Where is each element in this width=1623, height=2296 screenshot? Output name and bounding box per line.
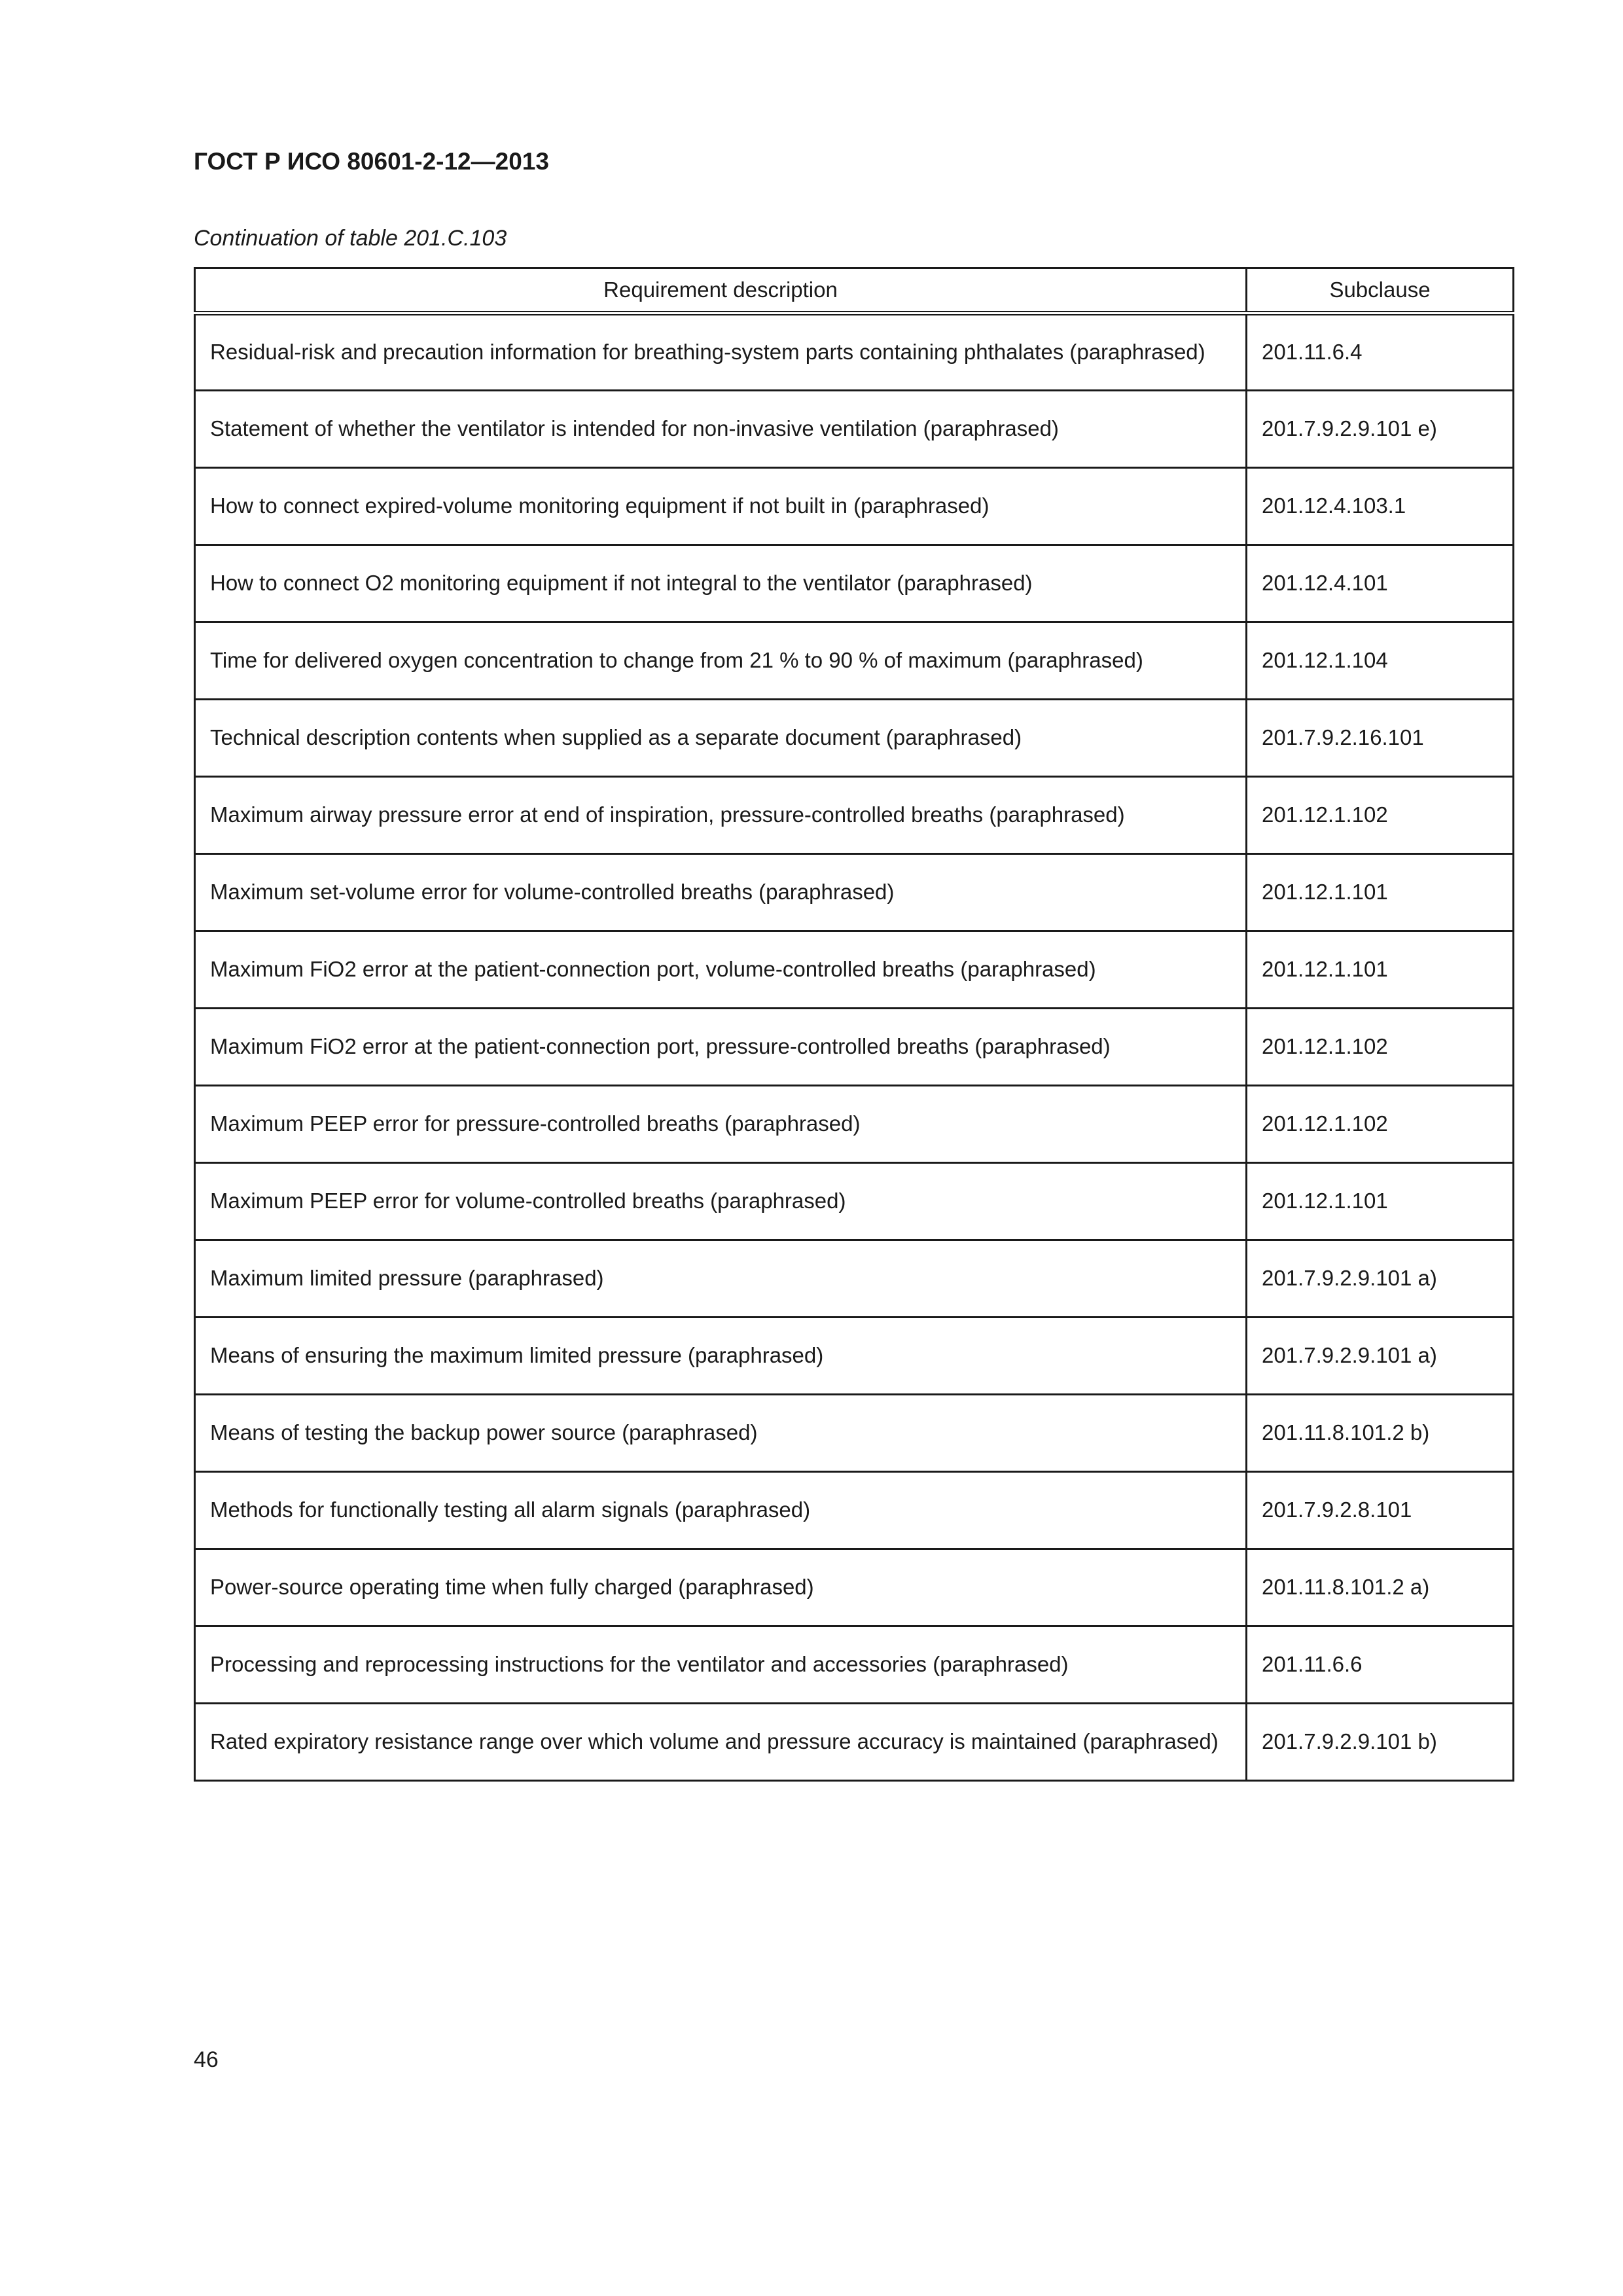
subclause-reference: 201.11.8.101.2 b) bbox=[1247, 1395, 1514, 1472]
subclause-reference: 201.7.9.2.8.101 bbox=[1247, 1472, 1514, 1549]
table-row bbox=[195, 622, 1514, 700]
table-row bbox=[195, 391, 1514, 468]
requirement-description: How to connect O2 monitoring equipment if not integral to the ventilator (paraphrased) bbox=[195, 545, 1247, 622]
table-row bbox=[195, 1240, 1514, 1318]
table-row bbox=[195, 314, 1514, 391]
requirement-description: Maximum set-volume error for volume-controlled breaths (paraphrased) bbox=[195, 854, 1247, 931]
table-row bbox=[195, 1395, 1514, 1472]
subclause-reference: 201.11.6.4 bbox=[1247, 314, 1514, 391]
table-row bbox=[195, 1472, 1514, 1549]
requirement-description: Means of ensuring the maximum limited pressure (paraphrased) bbox=[195, 1318, 1247, 1395]
table-header-row bbox=[195, 268, 1514, 314]
subclause-reference: 201.12.1.101 bbox=[1247, 854, 1514, 931]
requirement-description: Means of testing the backup power source (paraphrased) bbox=[195, 1395, 1247, 1472]
requirement-description: Maximum limited pressure (paraphrased) bbox=[195, 1240, 1247, 1318]
subclause-reference: 201.7.9.2.9.101 a) bbox=[1247, 1318, 1514, 1395]
subclause-reference: 201.12.1.101 bbox=[1247, 931, 1514, 1009]
table-row bbox=[195, 1318, 1514, 1395]
table-body bbox=[195, 314, 1514, 1781]
requirement-description: Processing and reprocessing instructions for the ventilator and accessories (paraphrased) bbox=[195, 1626, 1247, 1704]
requirement-description: Methods for functionally testing all alarm signals (paraphrased) bbox=[195, 1472, 1247, 1549]
table-row bbox=[195, 1163, 1514, 1240]
subclause-reference: 201.7.9.2.9.101 b) bbox=[1247, 1704, 1514, 1781]
requirements-table bbox=[194, 267, 1514, 1782]
subclause-reference: 201.12.1.102 bbox=[1247, 777, 1514, 854]
subclause-reference: 201.7.9.2.16.101 bbox=[1247, 700, 1514, 777]
requirement-description: Technical description contents when supplied as a separate document (paraphrased) bbox=[195, 700, 1247, 777]
requirement-description: Rated expiratory resistance range over which volume and pressure accuracy is maintained (paraphrased) bbox=[195, 1704, 1247, 1781]
table-row bbox=[195, 931, 1514, 1009]
table-row bbox=[195, 1704, 1514, 1781]
requirement-description: Maximum FiO2 error at the patient-connection port, volume-controlled breaths (paraphrased) bbox=[195, 931, 1247, 1009]
requirement-description: Time for delivered oxygen concentration to change from 21 % to 90 % of maximum (paraphrased) bbox=[195, 622, 1247, 700]
requirement-description: Statement of whether the ventilator is intended for non-invasive ventilation (paraphrased) bbox=[195, 391, 1247, 468]
page-number: 46 bbox=[194, 2047, 219, 2072]
table-row bbox=[195, 468, 1514, 545]
subclause-reference: 201.12.1.101 bbox=[1247, 1163, 1514, 1240]
table-row bbox=[195, 545, 1514, 622]
requirement-description: Maximum PEEP error for pressure-controlled breaths (paraphrased) bbox=[195, 1086, 1247, 1163]
requirement-description: Residual-risk and precaution information for breathing-system parts containing phthalates (paraphrased) bbox=[195, 314, 1247, 391]
table-row bbox=[195, 777, 1514, 854]
document-header: ГОСТ Р ИСО 80601-2-12—2013 bbox=[194, 148, 549, 175]
subclause-reference: 201.12.1.104 bbox=[1247, 622, 1514, 700]
requirement-description: Maximum PEEP error for volume-controlled breaths (paraphrased) bbox=[195, 1163, 1247, 1240]
table-row bbox=[195, 700, 1514, 777]
subclause-reference: 201.12.1.102 bbox=[1247, 1009, 1514, 1086]
requirement-description: Power-source operating time when fully charged (paraphrased) bbox=[195, 1549, 1247, 1626]
subclause-reference: 201.12.1.102 bbox=[1247, 1086, 1514, 1163]
table-row bbox=[195, 1549, 1514, 1626]
table-row bbox=[195, 854, 1514, 931]
subclause-reference: 201.11.8.101.2 a) bbox=[1247, 1549, 1514, 1626]
table-caption: Continuation of table 201.C.103 bbox=[194, 226, 507, 251]
requirement-description: How to connect expired-volume monitoring equipment if not built in (paraphrased) bbox=[195, 468, 1247, 545]
table-row bbox=[195, 1086, 1514, 1163]
subclause-reference: 201.12.4.101 bbox=[1247, 545, 1514, 622]
requirement-description: Maximum airway pressure error at end of inspiration, pressure-controlled breaths (paraphrased) bbox=[195, 777, 1247, 854]
requirement-description: Maximum FiO2 error at the patient-connection port, pressure-controlled breaths (paraphrased) bbox=[195, 1009, 1247, 1086]
subclause-reference: 201.11.6.6 bbox=[1247, 1626, 1514, 1704]
subclause-reference: 201.7.9.2.9.101 e) bbox=[1247, 391, 1514, 468]
subclause-reference: 201.7.9.2.9.101 a) bbox=[1247, 1240, 1514, 1318]
subclause-reference: 201.12.4.103.1 bbox=[1247, 468, 1514, 545]
column-header-description: Requirement description bbox=[195, 268, 1247, 314]
table-row bbox=[195, 1009, 1514, 1086]
table-row bbox=[195, 1626, 1514, 1704]
column-header-subclause: Subclause bbox=[1247, 268, 1514, 314]
